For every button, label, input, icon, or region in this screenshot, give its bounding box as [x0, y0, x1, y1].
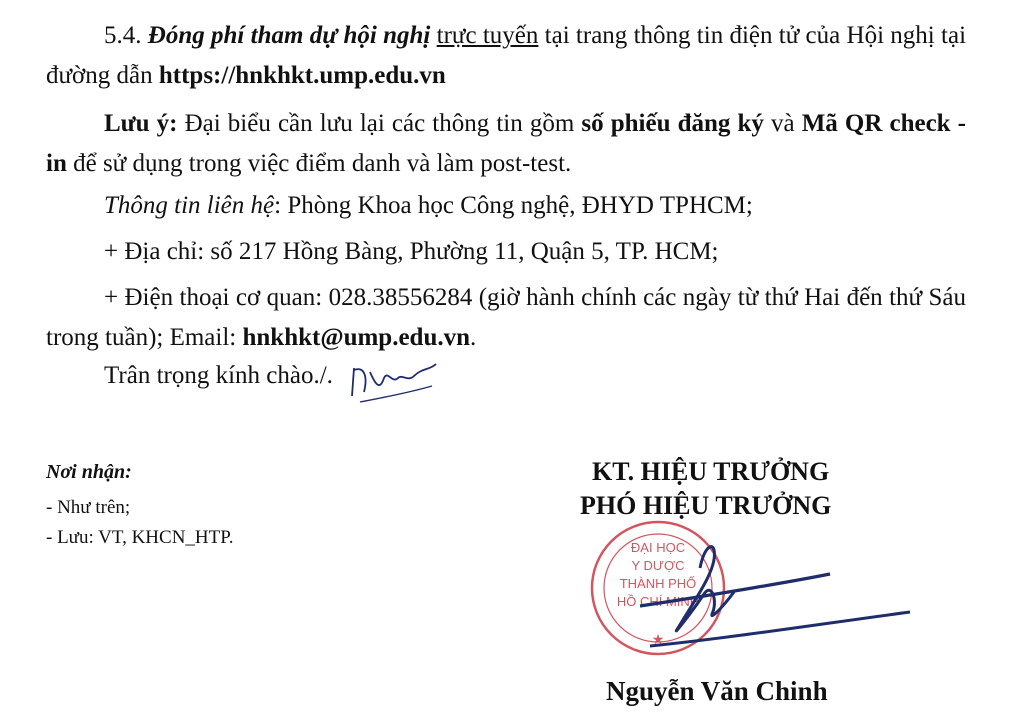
- recipient-item: - Như trên;: [46, 497, 131, 518]
- fee-text: tại trang thông tin điện tử của Hội nghị tại đường dẫn: [46, 22, 967, 89]
- paragraph-phone-email: [46, 278, 966, 358]
- qr-checkin-bold: Mã QR check - in: [46, 110, 966, 177]
- stamp-star-icon: ★: [651, 633, 665, 648]
- conference-url-link[interactable]: https://hnkhkt.ump.edu.vn: [158, 62, 446, 89]
- signature-title-line-2: PHÓ HIỆU TRƯỞNG: [580, 491, 832, 520]
- signature-title-line-1: KT. HIỆU TRƯỞNG: [592, 457, 830, 486]
- phone-text: + Điện thoại cơ quan: 028.38556284 (giờ hành chính các ngày từ thứ Hai đến thứ Sáu trong tuần); Email:: [46, 284, 966, 351]
- paragraph-note: [46, 104, 966, 184]
- paragraph-contact-info: [46, 186, 966, 226]
- section-number: 5.4.: [104, 22, 148, 49]
- stamp-text: THÀNH PHỐ: [619, 576, 697, 591]
- email-link[interactable]: hnkhkt@ump.edu.vn: [242, 324, 471, 351]
- stamp-text: ĐẠI HỌC: [630, 540, 686, 555]
- stamp-text: HỒ CHÍ MINH: [616, 594, 700, 609]
- section-title: Đóng phí tham dự hội nghị: [147, 22, 431, 49]
- online-underlined: trực tuyến: [436, 22, 539, 49]
- signer-name: Nguyễn Văn Chinh: [606, 676, 828, 706]
- stamp-text: Y DƯỢC: [631, 558, 685, 573]
- note-text-2: và: [763, 110, 802, 137]
- initials-signature: [340, 356, 440, 406]
- note-text-1: Đại biểu cần lưu lại các thông tin gồm: [177, 110, 582, 137]
- contact-text: : Phòng Khoa học Công nghệ, ĐHYD TPHCM;: [274, 192, 753, 219]
- recipients-title: Nơi nhận:: [46, 461, 132, 483]
- registration-number-bold: số phiếu đăng ký: [581, 110, 764, 137]
- contact-label: Thông tin liên hệ: [104, 192, 275, 219]
- paragraph-address: + Địa chỉ: số 217 Hồng Bàng, Phường 11, Quận 5, TP. HCM;: [104, 238, 719, 265]
- note-label: Lưu ý:: [104, 110, 178, 137]
- recipient-item: - Lưu: VT, KHCN_HTP.: [46, 527, 234, 548]
- paragraph-fee-payment: [46, 16, 966, 96]
- closing-greeting: Trân trọng kính chào./.: [104, 362, 333, 389]
- note-text-3: để sử dụng trong việc điểm danh và làm post-test.: [66, 150, 572, 177]
- handwritten-signature: [600, 528, 940, 668]
- phone-end: .: [470, 324, 477, 351]
